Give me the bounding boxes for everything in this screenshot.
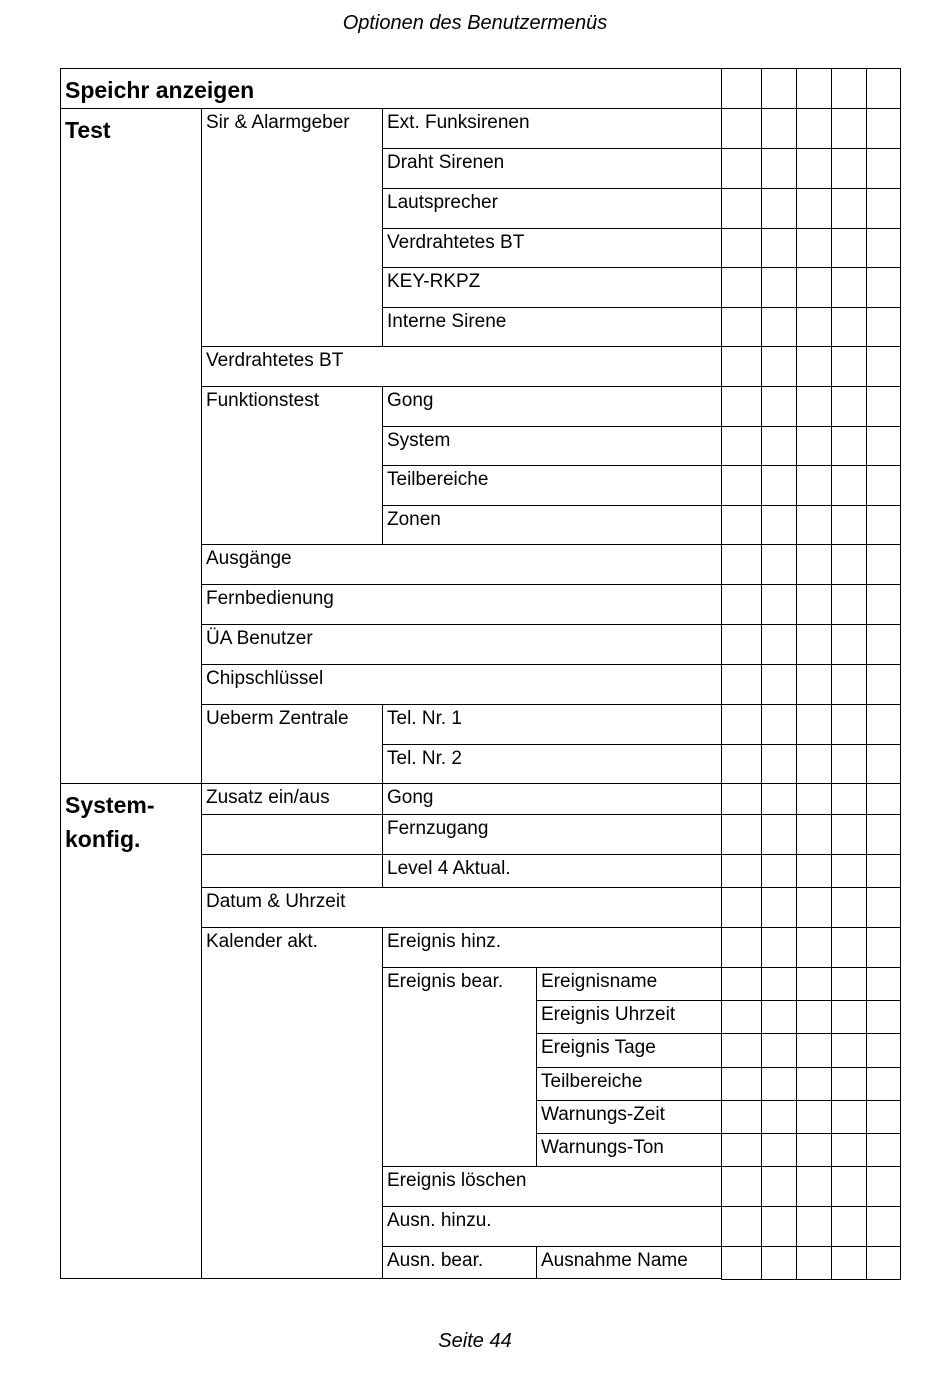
submenu-item-ausn-bear: Ausn. bear. (382, 1246, 537, 1279)
checkbox-cell (761, 1033, 797, 1068)
menu-item-zusatz-ein-aus: Zusatz ein/aus (201, 783, 383, 815)
checkbox-cell (831, 1133, 867, 1167)
checkbox-cell (721, 228, 762, 268)
checkbox-cell (866, 188, 901, 229)
checkbox-cell (721, 386, 762, 427)
checkbox-cell (831, 1166, 867, 1207)
checkbox-cell (831, 664, 867, 705)
checkbox-cell (761, 68, 797, 109)
checkbox-cell (866, 887, 901, 928)
menu-item-datum-uhrzeit: Datum & Uhrzeit (201, 887, 722, 928)
checkbox-cell (796, 426, 832, 466)
checkbox-cell (721, 887, 762, 928)
checkbox-cell (761, 465, 797, 506)
checkbox-cell (866, 307, 901, 347)
checkbox-cell (866, 346, 901, 387)
checkbox-cell (866, 744, 901, 784)
checkbox-cell (831, 68, 867, 109)
checkbox-cell (866, 783, 901, 815)
table-title: Speichr anzeigen (60, 68, 722, 109)
submenu-item-ext-funksirenen: Ext. Funksirenen (382, 108, 722, 149)
checkbox-cell (761, 584, 797, 625)
checkbox-cell (721, 624, 762, 665)
checkbox-cell (796, 1166, 832, 1207)
menu-item-empty (201, 854, 383, 888)
checkbox-cell (831, 188, 867, 229)
checkbox-cell (831, 386, 867, 427)
checkbox-cell (761, 1166, 797, 1207)
submenu-item-lautsprecher: Lautsprecher (382, 188, 722, 229)
checkbox-cell (721, 108, 762, 149)
checkbox-cell (761, 854, 797, 888)
submenu-item-ereignis-bear: Ereignis bear. (382, 967, 537, 1167)
checkbox-cell (721, 1033, 762, 1068)
checkbox-cell (721, 1206, 762, 1247)
checkbox-cell (721, 307, 762, 347)
checkbox-cell (721, 346, 762, 387)
submenu-item-ausn-hinzu: Ausn. hinzu. (382, 1206, 722, 1247)
section-systemkonfig-label: System- konfig. (60, 783, 202, 1279)
checkbox-cell (761, 624, 797, 665)
checkbox-cell (761, 1206, 797, 1247)
submenu-item-draht-sirenen: Draht Sirenen (382, 148, 722, 189)
checkbox-cell (831, 307, 867, 347)
submenu-item-ereignis-loeschen: Ereignis löschen (382, 1166, 722, 1207)
checkbox-cell (796, 228, 832, 268)
checkbox-cell (866, 108, 901, 149)
checkbox-cell (796, 108, 832, 149)
menu-item-funktionstest: Funktionstest (201, 386, 383, 545)
checkbox-cell (831, 744, 867, 784)
submenu-item-zonen: Zonen (382, 505, 722, 545)
option-ausnahme-name: Ausnahme Name (536, 1246, 722, 1279)
checkbox-cell (761, 148, 797, 189)
checkbox-cell (796, 188, 832, 229)
checkbox-cell (831, 887, 867, 928)
menu-item-sir-alarmgeber: Sir & Alarmgeber (201, 108, 383, 347)
checkbox-cell (866, 1206, 901, 1247)
submenu-item-level-4-aktual: Level 4 Aktual. (382, 854, 722, 888)
checkbox-cell (831, 1033, 867, 1068)
checkbox-cell (761, 505, 797, 545)
checkbox-cell (761, 544, 797, 585)
checkbox-cell (831, 505, 867, 545)
checkbox-cell (831, 624, 867, 665)
checkbox-cell (721, 967, 762, 1001)
checkbox-cell (831, 148, 867, 189)
checkbox-cell (866, 1000, 901, 1034)
checkbox-cell (866, 386, 901, 427)
checkbox-cell (761, 783, 797, 815)
checkbox-cell (866, 927, 901, 968)
submenu-item-verdrahtetes-bt: Verdrahtetes BT (382, 228, 722, 268)
checkbox-cell (721, 854, 762, 888)
checkbox-cell (796, 1033, 832, 1068)
checkbox-cell (761, 188, 797, 229)
checkbox-cell (866, 1246, 901, 1280)
checkbox-cell (761, 814, 797, 855)
checkbox-cell (761, 744, 797, 784)
checkbox-cell (721, 783, 762, 815)
checkbox-cell (866, 68, 901, 109)
checkbox-cell (831, 1000, 867, 1034)
checkbox-cell (721, 584, 762, 625)
checkbox-cell (796, 68, 832, 109)
checkbox-cell (721, 664, 762, 705)
menu-item-ausgaenge: Ausgänge (201, 544, 722, 585)
checkbox-cell (866, 1100, 901, 1134)
checkbox-cell (796, 704, 832, 745)
checkbox-cell (761, 927, 797, 968)
checkbox-cell (866, 465, 901, 506)
page-footer: Seite 44 (438, 1330, 512, 1352)
submenu-item-system: System (382, 426, 722, 466)
checkbox-cell (831, 1206, 867, 1247)
checkbox-cell (721, 426, 762, 466)
checkbox-cell (721, 1133, 762, 1167)
checkbox-cell (796, 783, 832, 815)
menu-item-ueberm-zentrale: Ueberm Zentrale (201, 704, 383, 784)
menu-item-kalender-akt: Kalender akt. (201, 927, 383, 1279)
checkbox-cell (721, 505, 762, 545)
checkbox-cell (796, 1206, 832, 1247)
checkbox-cell (866, 1067, 901, 1101)
checkbox-cell (796, 887, 832, 928)
option-teilbereiche: Teilbereiche (536, 1067, 722, 1101)
checkbox-cell (866, 426, 901, 466)
checkbox-cell (721, 1000, 762, 1034)
checkbox-cell (721, 148, 762, 189)
option-ereignis-tage: Ereignis Tage (536, 1033, 722, 1068)
checkbox-cell (831, 544, 867, 585)
checkbox-cell (761, 346, 797, 387)
menu-item-fernbedienung: Fernbedienung (201, 584, 722, 625)
checkbox-cell (721, 1067, 762, 1101)
checkbox-cell (831, 1100, 867, 1134)
checkbox-cell (796, 744, 832, 784)
checkbox-cell (761, 307, 797, 347)
checkbox-cell (761, 1246, 797, 1280)
checkbox-cell (721, 68, 762, 109)
checkbox-cell (796, 346, 832, 387)
checkbox-cell (831, 426, 867, 466)
submenu-item-tel-nr-1: Tel. Nr. 1 (382, 704, 722, 745)
checkbox-cell (761, 1067, 797, 1101)
checkbox-cell (721, 744, 762, 784)
option-ereignisname: Ereignisname (536, 967, 722, 1001)
submenu-item-teilbereiche: Teilbereiche (382, 465, 722, 506)
checkbox-cell (721, 814, 762, 855)
submenu-item-ereignis-hinz: Ereignis hinz. (382, 927, 722, 968)
checkbox-cell (796, 505, 832, 545)
checkbox-cell (796, 967, 832, 1001)
checkbox-cell (866, 228, 901, 268)
checkbox-cell (721, 267, 762, 308)
checkbox-cell (761, 1100, 797, 1134)
checkbox-cell (866, 544, 901, 585)
checkbox-cell (796, 624, 832, 665)
checkbox-cell (721, 1166, 762, 1207)
checkbox-cell (761, 386, 797, 427)
menu-item-verdrahtetes-bt: Verdrahtetes BT (201, 346, 722, 387)
checkbox-cell (796, 1000, 832, 1034)
checkbox-cell (721, 1100, 762, 1134)
checkbox-cell (721, 704, 762, 745)
checkbox-cell (796, 664, 832, 705)
checkbox-cell (831, 1067, 867, 1101)
checkbox-cell (866, 967, 901, 1001)
checkbox-cell (831, 927, 867, 968)
checkbox-cell (866, 148, 901, 189)
checkbox-cell (721, 188, 762, 229)
checkbox-cell (831, 783, 867, 815)
checkbox-cell (761, 228, 797, 268)
checkbox-cell (796, 465, 832, 506)
checkbox-cell (761, 887, 797, 928)
page-header: Optionen des Benutzermenüs (342, 12, 608, 34)
checkbox-cell (866, 624, 901, 665)
checkbox-cell (761, 108, 797, 149)
checkbox-cell (831, 814, 867, 855)
checkbox-cell (831, 584, 867, 625)
section-test-label: Test (60, 108, 202, 784)
checkbox-cell (796, 1246, 832, 1280)
checkbox-cell (761, 1000, 797, 1034)
checkbox-cell (796, 544, 832, 585)
submenu-item-fernzugang: Fernzugang (382, 814, 722, 855)
submenu-item-interne-sirene: Interne Sirene (382, 307, 722, 347)
checkbox-cell (831, 854, 867, 888)
checkbox-cell (721, 1246, 762, 1280)
menu-item-chipschluessel: Chipschlüssel (201, 664, 722, 705)
checkbox-cell (866, 1033, 901, 1068)
checkbox-cell (721, 544, 762, 585)
option-ereignis-uhrzeit: Ereignis Uhrzeit (536, 1000, 722, 1034)
menu-item-empty (201, 814, 383, 855)
checkbox-cell (831, 1246, 867, 1280)
checkbox-cell (721, 927, 762, 968)
checkbox-cell (796, 854, 832, 888)
checkbox-cell (796, 148, 832, 189)
option-warnungs-zeit: Warnungs-Zeit (536, 1100, 722, 1134)
checkbox-cell (796, 267, 832, 308)
checkbox-cell (866, 267, 901, 308)
checkbox-cell (796, 927, 832, 968)
checkbox-cell (866, 1166, 901, 1207)
submenu-item-gong: Gong (382, 783, 722, 815)
checkbox-cell (761, 664, 797, 705)
checkbox-cell (831, 967, 867, 1001)
checkbox-cell (866, 704, 901, 745)
checkbox-cell (866, 814, 901, 855)
checkbox-cell (761, 267, 797, 308)
checkbox-cell (831, 704, 867, 745)
checkbox-cell (831, 228, 867, 268)
checkbox-cell (866, 664, 901, 705)
submenu-item-key-rkpz: KEY-RKPZ (382, 267, 722, 308)
checkbox-cell (796, 1100, 832, 1134)
submenu-item-gong: Gong (382, 386, 722, 427)
checkbox-cell (831, 267, 867, 308)
checkbox-cell (866, 1133, 901, 1167)
checkbox-cell (831, 346, 867, 387)
option-warnungs-ton: Warnungs-Ton (536, 1133, 722, 1167)
checkbox-cell (721, 465, 762, 506)
checkbox-cell (761, 967, 797, 1001)
checkbox-cell (831, 108, 867, 149)
checkbox-cell (796, 584, 832, 625)
checkbox-cell (866, 584, 901, 625)
checkbox-cell (796, 814, 832, 855)
checkbox-cell (866, 854, 901, 888)
checkbox-cell (796, 307, 832, 347)
checkbox-cell (831, 465, 867, 506)
checkbox-cell (761, 704, 797, 745)
checkbox-cell (796, 1067, 832, 1101)
checkbox-cell (796, 1133, 832, 1167)
checkbox-cell (761, 1133, 797, 1167)
menu-item-ua-benutzer: ÜA Benutzer (201, 624, 722, 665)
checkbox-cell (866, 505, 901, 545)
submenu-item-tel-nr-2: Tel. Nr. 2 (382, 744, 722, 784)
checkbox-cell (761, 426, 797, 466)
checkbox-cell (796, 386, 832, 427)
